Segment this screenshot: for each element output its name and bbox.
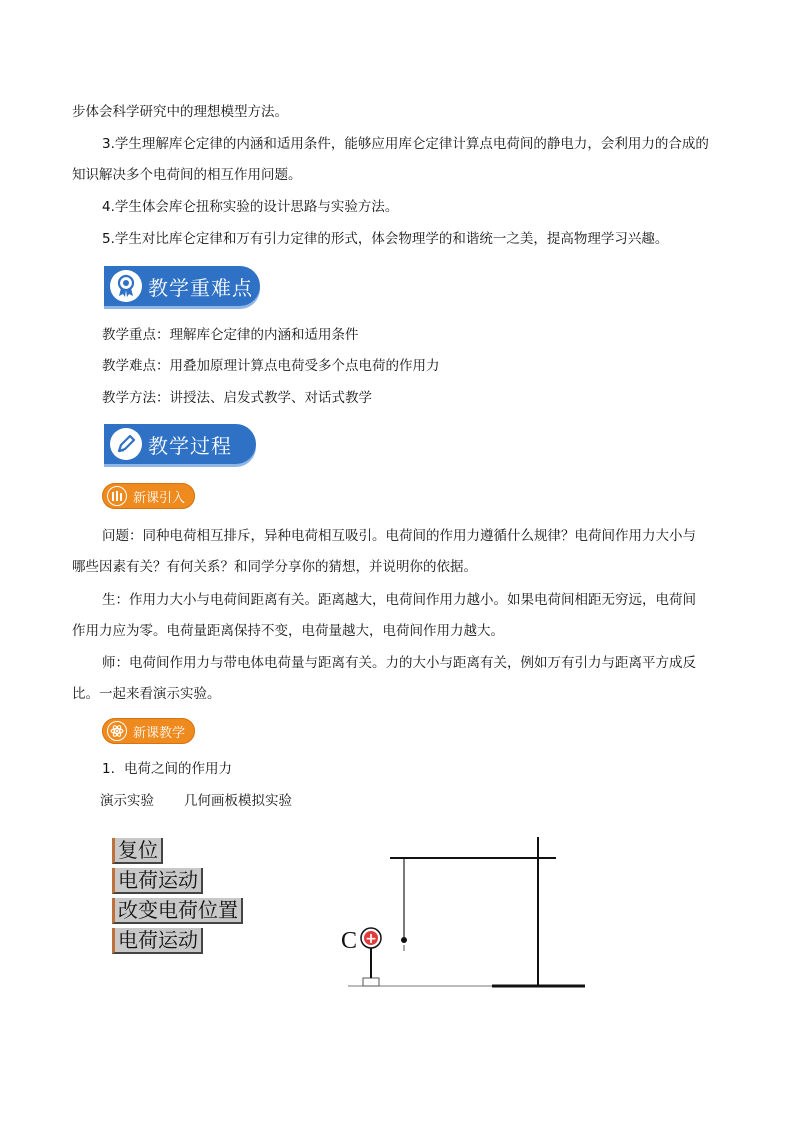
section-key-points-title: 教学重难点 [148,275,253,300]
item-title: 电荷之间的作用力 [124,761,232,777]
charge-motion-button-2[interactable]: 电荷运动 [112,928,203,954]
section-process-badge [104,424,256,464]
paragraph-1: 步体会科学研究中的理想模型方法。 [72,104,288,120]
books-icon [107,486,127,506]
intro-pill [102,483,195,509]
atom-icon [107,721,127,741]
reset-button[interactable]: 复位 [112,838,163,864]
intro-line-6: 比。一起来看演示实验。 [72,686,221,702]
item-number: 1. [102,761,115,777]
simulation-canvas [330,830,600,1000]
paragraph-4: 4.学生体会库仑扭称实验的设计思路与实验方法。 [102,199,399,215]
demo-description: 几何画板模拟实验 [184,793,292,809]
paragraph-5: 5.学生对比库仑定律和万有引力定律的形式，体会物理学的和谐统一之美，提高物理学习兴趣。 [102,231,669,247]
intro-line-1: 问题：同种电荷相互排斥，异种电荷相互吸引。电荷间的作用力遵循什么规律？电荷间作用力大小与 [102,528,696,544]
charge-label: C [341,928,358,954]
intro-label: 新课引入 [133,490,186,506]
teaching-label: 新课教学 [133,725,186,741]
suspended-ball[interactable] [401,937,407,943]
charge-sign: + [365,931,377,947]
paragraph-2: 3.学生理解库仑定律的内涵和适用条件，能够应用库仑定律计算点电荷间的静电力，会利用力的合成的 [102,136,709,152]
method-line: 教学方法：讲授法、启发式教学、对话式教学 [102,390,372,406]
change-charge-position-button[interactable]: 改变电荷位置 [112,898,243,924]
intro-line-2: 哪些因素有关？有何关系？和同学分享你的猜想，并说明你的依据。 [72,559,477,575]
key-point-line: 教学重点：理解库仑定律的内涵和适用条件 [102,327,359,343]
section-process-title: 教学过程 [148,433,232,458]
difficulty-line: 教学难点：用叠加原理计算点电荷受多个点电荷的作用力 [102,358,440,374]
intro-line-4: 作用力应为零。电荷量距离保持不变，电荷量越大，电荷间作用力越大。 [72,623,504,639]
intro-line-3: 生：作用力大小与电荷间距离有关。距离越大，电荷间作用力越小。如果电荷间相距无穷远，电荷间 [102,592,696,608]
charge-motion-button[interactable]: 电荷运动 [112,868,203,894]
teaching-pill [102,718,195,744]
paragraph-3: 知识解决多个电荷间的相互作用问题。 [72,167,302,183]
demo-label: 演示实验 [100,793,154,809]
section-key-points-badge [104,266,260,306]
charge-base [363,978,379,986]
intro-line-5: 师：电荷间作用力与带电体电荷量与距离有关。力的大小与距离有关，例如万有引力与距离平方成反 [102,655,696,671]
pencil-icon [110,428,142,460]
award-ribbon-icon [110,270,142,302]
